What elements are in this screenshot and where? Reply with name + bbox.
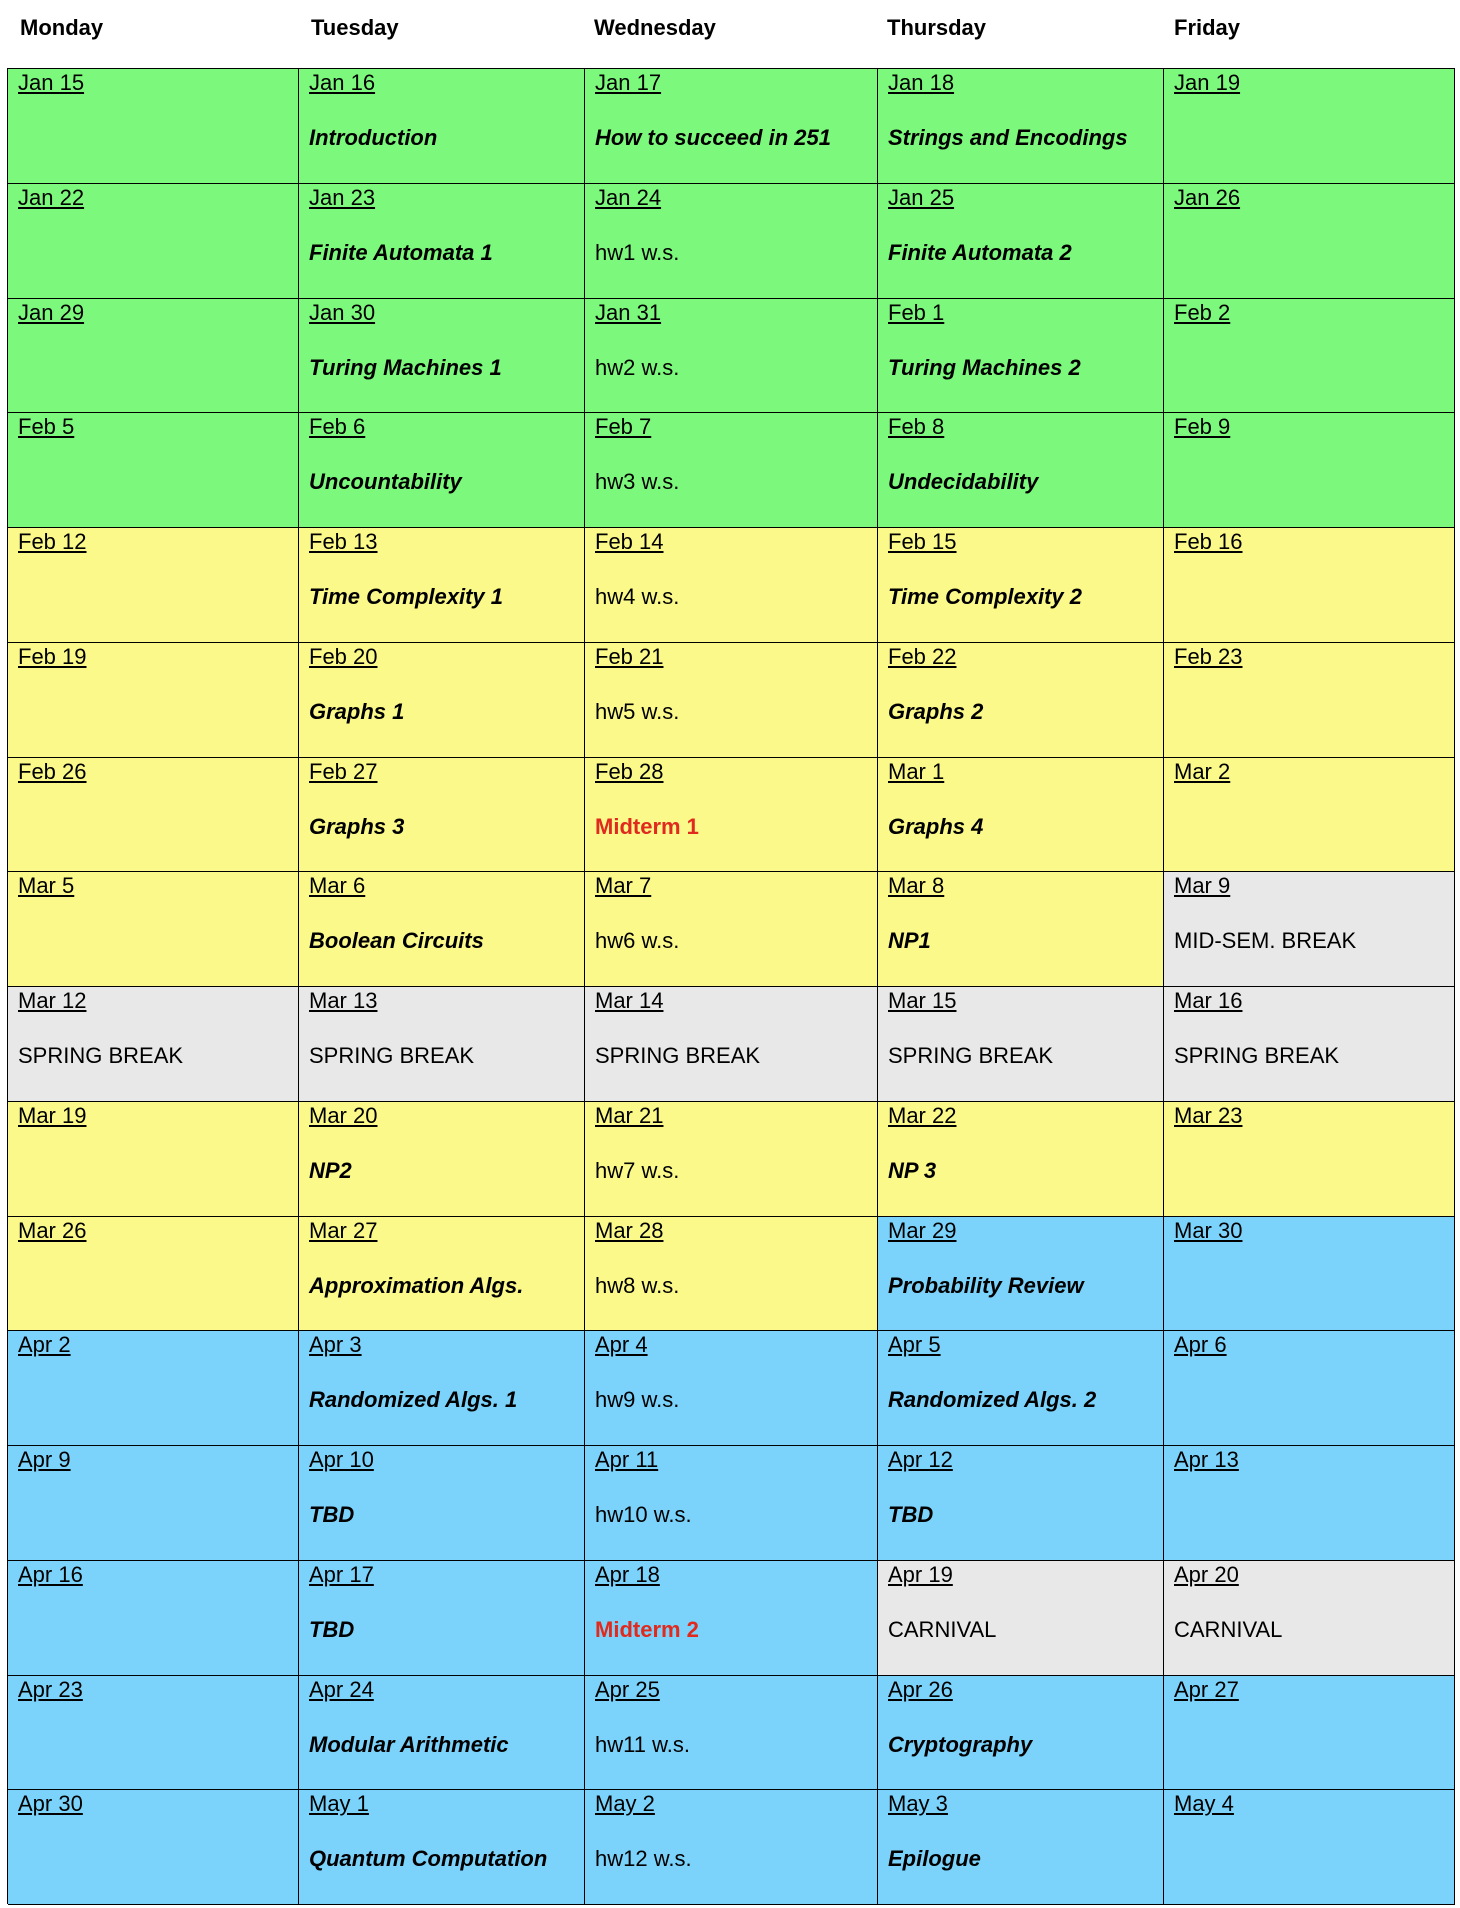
day-cell-wednesday bbox=[585, 1217, 878, 1332]
lecture-title: Finite Automata 1 bbox=[309, 239, 493, 265]
day-cell-tuesday bbox=[299, 987, 585, 1102]
day-cell-monday bbox=[8, 1217, 299, 1332]
date-link[interactable]: Feb 27 bbox=[309, 758, 378, 784]
event-label: SPRING BREAK bbox=[18, 1043, 184, 1068]
lecture-title: TBD bbox=[309, 1616, 355, 1642]
date-link[interactable]: Mar 15 bbox=[888, 988, 957, 1013]
lecture-title: TBD bbox=[309, 1502, 355, 1527]
date-link[interactable]: Apr 10 bbox=[309, 1447, 374, 1472]
date-link[interactable]: Jan 29 bbox=[18, 299, 85, 325]
event-label: hw3 w.s. bbox=[595, 469, 680, 495]
day-cell-wednesday bbox=[585, 413, 878, 528]
day-cell-tuesday bbox=[299, 1446, 585, 1561]
event-label: CARNIVAL bbox=[888, 1616, 997, 1642]
day-cell-monday bbox=[8, 413, 299, 528]
event-label: SPRING BREAK bbox=[309, 1043, 475, 1068]
date-link[interactable]: Feb 14 bbox=[595, 529, 664, 554]
date-link[interactable]: Mar 8 bbox=[888, 873, 945, 899]
day-cell-thursday bbox=[878, 413, 1164, 528]
day-cell-friday bbox=[1164, 184, 1455, 299]
lecture-title: Boolean Circuits bbox=[309, 928, 484, 954]
event-label: hw6 w.s. bbox=[595, 928, 680, 954]
date-link[interactable]: Mar 16 bbox=[1174, 988, 1243, 1013]
day-cell-thursday bbox=[878, 758, 1164, 873]
day-cell-wednesday bbox=[585, 872, 878, 987]
date-link[interactable]: Apr 11 bbox=[595, 1447, 659, 1472]
lecture-title: NP1 bbox=[888, 928, 931, 954]
date-link[interactable]: Apr 4 bbox=[595, 1332, 648, 1358]
date-link[interactable]: Feb 26 bbox=[18, 758, 87, 784]
date-link[interactable]: Apr 17 bbox=[309, 1561, 374, 1587]
date-link[interactable]: Mar 12 bbox=[18, 988, 87, 1013]
lecture-title: Cryptography bbox=[888, 1731, 1033, 1757]
lecture-title: Introduction bbox=[309, 125, 438, 150]
day-cell-thursday bbox=[878, 1676, 1164, 1791]
day-cell-wednesday bbox=[585, 1446, 878, 1561]
date-link[interactable]: Jan 26 bbox=[1174, 184, 1241, 210]
event-label: SPRING BREAK bbox=[1174, 1043, 1340, 1068]
date-link[interactable]: Mar 6 bbox=[309, 873, 366, 899]
day-header-wednesday: Wednesday bbox=[594, 15, 716, 40]
date-link[interactable]: Apr 26 bbox=[888, 1676, 953, 1702]
day-cell-wednesday bbox=[585, 1561, 878, 1676]
date-link[interactable]: Feb 1 bbox=[888, 299, 945, 325]
day-cell-wednesday bbox=[585, 299, 878, 414]
day-cell-wednesday bbox=[585, 184, 878, 299]
day-cell-friday bbox=[1164, 69, 1455, 184]
date-link[interactable]: Jan 15 bbox=[18, 70, 85, 95]
date-link[interactable]: Feb 22 bbox=[888, 643, 957, 669]
event-label: hw12 w.s. bbox=[595, 1846, 692, 1872]
day-cell-tuesday bbox=[299, 1102, 585, 1217]
lecture-title: Approximation Algs. bbox=[309, 1272, 524, 1298]
event-label: hw9 w.s. bbox=[595, 1387, 680, 1413]
date-link[interactable]: Feb 13 bbox=[309, 529, 378, 554]
lecture-title: Modular Arithmetic bbox=[309, 1731, 509, 1757]
day-cell-thursday bbox=[878, 1102, 1164, 1217]
date-link[interactable]: Apr 5 bbox=[888, 1332, 941, 1358]
date-link[interactable]: Jan 23 bbox=[309, 184, 376, 210]
day-cell-friday bbox=[1164, 872, 1455, 987]
date-link[interactable]: Apr 2 bbox=[18, 1332, 71, 1358]
lecture-title: Uncountability bbox=[309, 469, 462, 495]
date-link[interactable]: Feb 5 bbox=[18, 414, 75, 440]
date-link[interactable]: Apr 3 bbox=[309, 1332, 362, 1358]
date-link[interactable]: Feb 21 bbox=[595, 643, 664, 669]
date-link[interactable]: Feb 8 bbox=[888, 414, 945, 440]
event-label: SPRING BREAK bbox=[888, 1043, 1054, 1068]
day-cell-thursday bbox=[878, 987, 1164, 1102]
event-label: hw8 w.s. bbox=[595, 1272, 680, 1298]
day-cell-monday bbox=[8, 1561, 299, 1676]
date-link[interactable]: Mar 2 bbox=[1174, 758, 1231, 784]
lecture-title: Quantum Computation bbox=[309, 1846, 548, 1872]
day-cell-wednesday bbox=[585, 69, 878, 184]
event-label: hw7 w.s. bbox=[595, 1157, 680, 1183]
date-link[interactable]: Mar 13 bbox=[309, 988, 378, 1013]
day-cell-thursday bbox=[878, 643, 1164, 758]
date-link[interactable]: Feb 16 bbox=[1174, 529, 1243, 554]
day-cell-thursday bbox=[878, 1446, 1164, 1561]
lecture-title: Probability Review bbox=[888, 1272, 1084, 1298]
date-link[interactable]: Mar 21 bbox=[595, 1102, 664, 1128]
day-cell-friday bbox=[1164, 528, 1455, 643]
day-cell-friday bbox=[1164, 1676, 1455, 1791]
date-link[interactable]: May 3 bbox=[888, 1791, 948, 1817]
day-cell-monday bbox=[8, 872, 299, 987]
day-cell-monday bbox=[8, 299, 299, 414]
date-link[interactable]: Apr 13 bbox=[1174, 1447, 1239, 1472]
day-cell-tuesday bbox=[299, 1217, 585, 1332]
lecture-title: Randomized Algs. 1 bbox=[309, 1387, 518, 1413]
day-header-tuesday: Tuesday bbox=[311, 15, 399, 40]
date-link[interactable]: Mar 9 bbox=[1174, 873, 1231, 899]
date-link[interactable]: Apr 24 bbox=[309, 1676, 374, 1702]
day-cell-monday bbox=[8, 69, 299, 184]
event-label: SPRING BREAK bbox=[595, 1043, 761, 1068]
date-link[interactable]: Feb 2 bbox=[1174, 299, 1231, 325]
lecture-title: Epilogue bbox=[888, 1846, 981, 1872]
lecture-title: Finite Automata 2 bbox=[888, 239, 1072, 265]
day-cell-thursday bbox=[878, 69, 1164, 184]
day-cell-friday bbox=[1164, 1790, 1455, 1905]
event-label: hw5 w.s. bbox=[595, 698, 680, 724]
event-label: hw4 w.s. bbox=[595, 584, 680, 609]
day-cell-tuesday bbox=[299, 413, 585, 528]
date-link[interactable]: Feb 19 bbox=[18, 643, 87, 669]
event-label: CARNIVAL bbox=[1174, 1616, 1283, 1642]
date-link[interactable]: Jan 25 bbox=[888, 184, 955, 210]
day-cell-wednesday bbox=[585, 987, 878, 1102]
date-link[interactable]: May 4 bbox=[1174, 1791, 1234, 1817]
date-link[interactable]: Apr 12 bbox=[888, 1447, 953, 1472]
lecture-title: Graphs 3 bbox=[309, 813, 405, 839]
event-label: hw1 w.s. bbox=[595, 239, 680, 265]
date-link[interactable]: Mar 19 bbox=[18, 1102, 87, 1128]
day-cell-monday bbox=[8, 758, 299, 873]
lecture-title: Time Complexity 1 bbox=[309, 584, 503, 609]
date-link[interactable]: Mar 23 bbox=[1174, 1102, 1243, 1128]
date-link[interactable]: Jan 16 bbox=[309, 70, 376, 95]
date-link[interactable]: Mar 27 bbox=[309, 1217, 378, 1243]
date-link[interactable]: Mar 26 bbox=[18, 1217, 87, 1243]
lecture-title: Undecidability bbox=[888, 469, 1039, 495]
date-link[interactable]: Apr 9 bbox=[18, 1447, 71, 1472]
lecture-title: Graphs 1 bbox=[309, 698, 405, 724]
day-cell-friday bbox=[1164, 643, 1455, 758]
day-cell-friday bbox=[1164, 299, 1455, 414]
day-cell-tuesday bbox=[299, 1676, 585, 1791]
date-link[interactable]: Apr 16 bbox=[18, 1561, 83, 1587]
day-cell-tuesday bbox=[299, 1331, 585, 1446]
date-link[interactable]: Apr 25 bbox=[595, 1676, 660, 1702]
day-cell-thursday bbox=[878, 184, 1164, 299]
day-header-friday: Friday bbox=[1174, 15, 1241, 40]
day-cell-wednesday bbox=[585, 758, 878, 873]
lecture-title: Turing Machines 2 bbox=[888, 354, 1081, 380]
date-link[interactable]: Feb 7 bbox=[595, 414, 652, 440]
day-cell-monday bbox=[8, 1331, 299, 1446]
event-label: MID-SEM. BREAK bbox=[1174, 928, 1357, 954]
day-cell-wednesday bbox=[585, 1102, 878, 1217]
date-link[interactable]: Feb 12 bbox=[18, 529, 87, 554]
date-link[interactable]: Apr 19 bbox=[888, 1561, 953, 1587]
lecture-title: NP2 bbox=[309, 1157, 352, 1183]
day-cell-thursday bbox=[878, 1217, 1164, 1332]
date-link[interactable]: Feb 28 bbox=[595, 758, 664, 784]
day-cell-monday bbox=[8, 184, 299, 299]
lecture-title: Graphs 4 bbox=[888, 813, 984, 839]
date-link[interactable]: Feb 20 bbox=[309, 643, 378, 669]
date-link[interactable]: Jan 19 bbox=[1174, 70, 1241, 95]
day-cell-friday bbox=[1164, 1446, 1455, 1561]
date-link[interactable]: May 1 bbox=[309, 1791, 369, 1817]
date-link[interactable]: Jan 30 bbox=[309, 299, 376, 325]
date-link[interactable]: Apr 18 bbox=[595, 1561, 660, 1587]
date-link[interactable]: Mar 30 bbox=[1174, 1217, 1243, 1243]
date-link[interactable]: Feb 15 bbox=[888, 529, 957, 554]
lecture-title: Turing Machines 1 bbox=[309, 354, 502, 380]
day-header-monday: Monday bbox=[20, 15, 104, 40]
day-cell-wednesday bbox=[585, 1676, 878, 1791]
day-cell-monday bbox=[8, 1446, 299, 1561]
date-link[interactable]: Jan 17 bbox=[595, 70, 662, 95]
event-label: hw10 w.s. bbox=[595, 1502, 692, 1527]
lecture-title: Graphs 2 bbox=[888, 698, 984, 724]
day-cell-friday bbox=[1164, 758, 1455, 873]
day-cell-thursday bbox=[878, 1331, 1164, 1446]
date-link[interactable]: May 2 bbox=[595, 1791, 655, 1817]
day-cell-friday bbox=[1164, 1217, 1455, 1332]
day-header-thursday: Thursday bbox=[887, 15, 987, 40]
day-cell-monday bbox=[8, 1790, 299, 1905]
day-cell-thursday bbox=[878, 1561, 1164, 1676]
day-cell-wednesday bbox=[585, 1331, 878, 1446]
day-cell-tuesday bbox=[299, 872, 585, 987]
day-cell-friday bbox=[1164, 1102, 1455, 1217]
day-cell-tuesday bbox=[299, 1561, 585, 1676]
date-link[interactable]: Jan 22 bbox=[18, 184, 85, 210]
day-cell-thursday bbox=[878, 872, 1164, 987]
lecture-title: TBD bbox=[888, 1502, 934, 1527]
day-cell-tuesday bbox=[299, 1790, 585, 1905]
day-cell-friday bbox=[1164, 1331, 1455, 1446]
day-cell-monday bbox=[8, 987, 299, 1102]
date-link[interactable]: Jan 24 bbox=[595, 184, 662, 210]
day-cell-monday bbox=[8, 528, 299, 643]
date-link[interactable]: Apr 20 bbox=[1174, 1561, 1239, 1587]
event-label: hw2 w.s. bbox=[595, 354, 680, 380]
date-link[interactable]: Mar 7 bbox=[595, 873, 652, 899]
date-link[interactable]: Jan 18 bbox=[888, 70, 955, 95]
day-cell-tuesday bbox=[299, 299, 585, 414]
schedule-grid bbox=[7, 68, 1455, 1904]
date-link[interactable]: Apr 30 bbox=[18, 1791, 83, 1817]
day-cell-tuesday bbox=[299, 69, 585, 184]
date-link[interactable]: Mar 14 bbox=[595, 988, 664, 1013]
date-link[interactable]: Mar 20 bbox=[309, 1102, 378, 1128]
date-link[interactable]: Mar 22 bbox=[888, 1102, 957, 1128]
day-cell-thursday bbox=[878, 1790, 1164, 1905]
lecture-title: How to succeed in 251 bbox=[595, 125, 831, 150]
lecture-title: Randomized Algs. 2 bbox=[888, 1387, 1097, 1413]
event-label: hw11 w.s. bbox=[595, 1731, 690, 1757]
date-link[interactable]: Apr 6 bbox=[1174, 1332, 1227, 1358]
day-cell-wednesday bbox=[585, 643, 878, 758]
date-link[interactable]: Jan 31 bbox=[595, 299, 662, 325]
date-link[interactable]: Mar 5 bbox=[18, 873, 75, 899]
day-cell-wednesday bbox=[585, 528, 878, 643]
day-cell-thursday bbox=[878, 528, 1164, 643]
day-cell-friday bbox=[1164, 413, 1455, 528]
day-cell-friday bbox=[1164, 1561, 1455, 1676]
date-link[interactable]: Feb 9 bbox=[1174, 414, 1231, 440]
date-link[interactable]: Mar 28 bbox=[595, 1217, 664, 1243]
exam-label: Midterm 2 bbox=[595, 1616, 699, 1642]
day-cell-tuesday bbox=[299, 184, 585, 299]
day-cell-thursday bbox=[878, 299, 1164, 414]
day-cell-tuesday bbox=[299, 528, 585, 643]
date-link[interactable]: Feb 23 bbox=[1174, 643, 1243, 669]
exam-label: Midterm 1 bbox=[595, 813, 699, 839]
date-link[interactable]: Feb 6 bbox=[309, 414, 366, 440]
day-cell-tuesday bbox=[299, 758, 585, 873]
date-link[interactable]: Mar 29 bbox=[888, 1217, 957, 1243]
day-cell-tuesday bbox=[299, 643, 585, 758]
date-link[interactable]: Apr 23 bbox=[18, 1676, 83, 1702]
day-cell-monday bbox=[8, 1676, 299, 1791]
day-cell-friday bbox=[1164, 987, 1455, 1102]
lecture-title: NP 3 bbox=[888, 1157, 937, 1183]
day-cell-monday bbox=[8, 643, 299, 758]
date-link[interactable]: Apr 27 bbox=[1174, 1676, 1239, 1702]
day-cell-wednesday bbox=[585, 1790, 878, 1905]
day-cell-monday bbox=[8, 1102, 299, 1217]
date-link[interactable]: Mar 1 bbox=[888, 758, 945, 784]
lecture-title: Time Complexity 2 bbox=[888, 584, 1082, 609]
lecture-title: Strings and Encodings bbox=[888, 125, 1128, 150]
